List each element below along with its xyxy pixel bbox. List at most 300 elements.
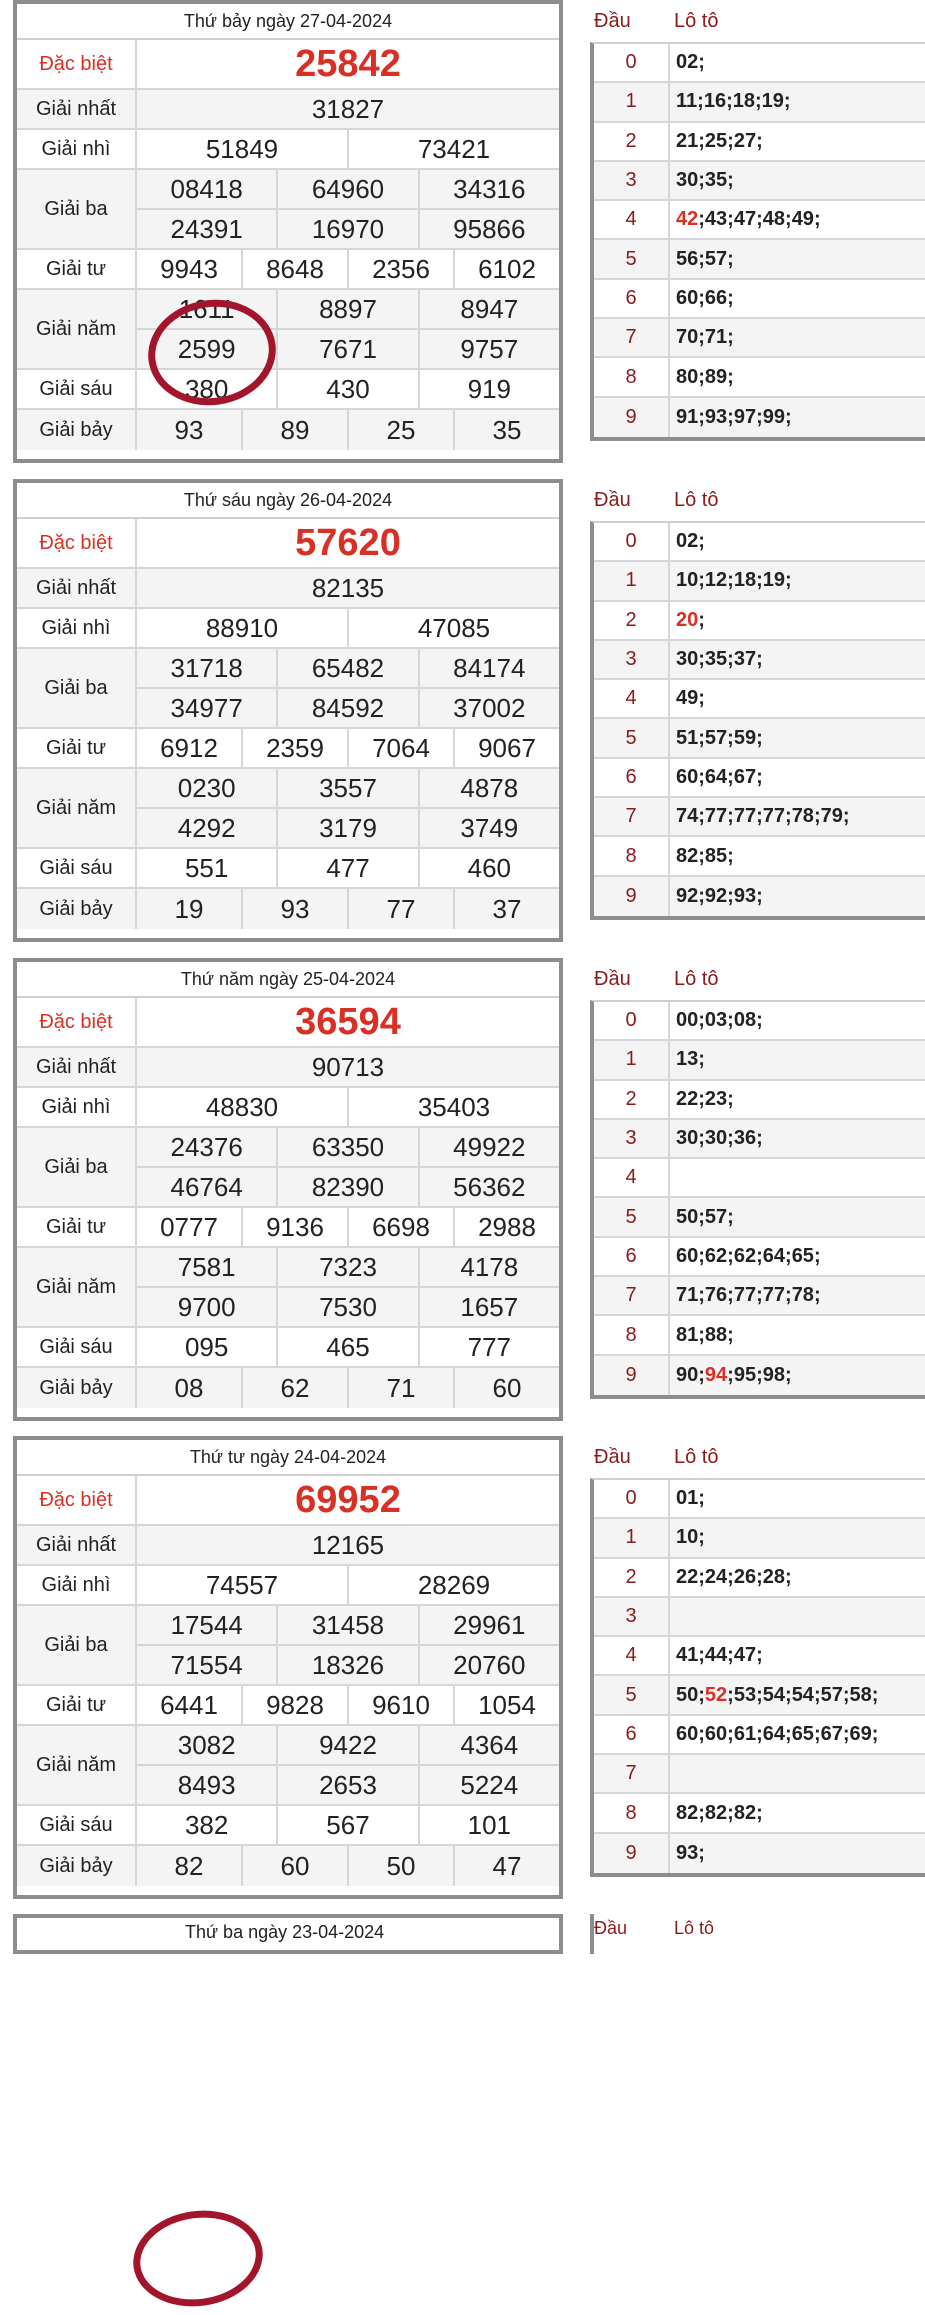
prize-values bbox=[137, 998, 559, 1046]
prize-label: Đặc biệt bbox=[17, 519, 137, 567]
loto-dau: 1 bbox=[594, 83, 670, 120]
loto-number: 88 bbox=[704, 1323, 728, 1346]
prize-number: 3749 bbox=[418, 809, 559, 847]
loto-number: 93 bbox=[704, 405, 728, 428]
loto-header bbox=[590, 479, 925, 521]
prize-number: 9067 bbox=[453, 729, 559, 767]
results-table bbox=[13, 958, 563, 1421]
loto-row bbox=[594, 1081, 925, 1120]
loto-numbers: 30 ; 35 ; 37 ; bbox=[676, 648, 763, 671]
loto-dau: 2 bbox=[594, 1081, 670, 1118]
loto-number: 71 bbox=[704, 326, 728, 349]
prize-number: 4292 bbox=[177, 812, 236, 843]
loto-numbers: 71 ; 76 ; 77 ; 77 ; 78 ; bbox=[676, 1284, 821, 1307]
prize-label: Giải sáu bbox=[17, 1328, 137, 1366]
loto-number: 60 bbox=[676, 286, 699, 309]
prize-values bbox=[137, 1368, 559, 1408]
prize-number: 2653 bbox=[276, 1766, 417, 1804]
prize-row bbox=[17, 1088, 559, 1128]
prize-number: 51849 bbox=[205, 133, 279, 164]
prize-number: 9610 bbox=[347, 1686, 453, 1724]
loto-number: 01 bbox=[676, 1487, 699, 1510]
prize-values-line bbox=[137, 1764, 559, 1804]
loto-dau: 5 bbox=[594, 1198, 670, 1235]
loto-number: 16 bbox=[703, 90, 727, 113]
prize-label: Giải năm bbox=[17, 1248, 137, 1326]
special-prize-number: 25842 bbox=[295, 42, 401, 85]
prize-row bbox=[17, 410, 559, 450]
prize-number: 60 bbox=[241, 1846, 347, 1886]
loto-row bbox=[594, 1316, 925, 1355]
loto-number: 23 bbox=[704, 1087, 728, 1110]
prize-number: 2359 bbox=[241, 729, 347, 767]
prize-label: Giải ba bbox=[17, 170, 137, 248]
loto-number: 35 bbox=[704, 648, 728, 671]
prize-values-line bbox=[137, 687, 559, 727]
prize-values-line bbox=[137, 1166, 559, 1206]
loto-number: 69 bbox=[849, 1722, 872, 1745]
prize-values-line bbox=[137, 569, 559, 607]
prize-values-line bbox=[137, 769, 559, 807]
prize-number: 17544 bbox=[170, 1609, 243, 1640]
loto-dau: 1 bbox=[594, 1519, 670, 1556]
prize-number: 93 bbox=[174, 414, 204, 445]
prize-values bbox=[137, 1128, 559, 1206]
prize-number: 567 bbox=[276, 1806, 417, 1844]
loto-row bbox=[594, 1159, 925, 1198]
loto-numbers: 81 ; 88 ; bbox=[676, 1323, 734, 1346]
prize-values-line bbox=[137, 1726, 559, 1764]
prize-number: 0777 bbox=[160, 1211, 218, 1242]
loto-number: 93 bbox=[733, 884, 757, 907]
loto-number: 95 bbox=[733, 1363, 757, 1386]
loto-dau: 5 bbox=[594, 719, 670, 756]
loto-numbers: 91 ; 93 ; 97 ; 99 ; bbox=[676, 405, 792, 428]
loto-number: 35 bbox=[704, 169, 728, 192]
prize-label: Giải tư bbox=[17, 250, 137, 288]
prize-values-line bbox=[137, 1846, 559, 1886]
loto-dau: 6 bbox=[594, 280, 670, 317]
loto-number: 89 bbox=[704, 365, 728, 388]
loto-numbers: 60 ; 62 ; 62 ; 64 ; 65 ; bbox=[676, 1244, 821, 1267]
prize-values-line bbox=[137, 1088, 559, 1126]
prize-row bbox=[17, 1526, 559, 1566]
next-loto-loto-header: Lô tô bbox=[674, 1918, 715, 1938]
loto-row bbox=[594, 837, 925, 876]
loto-dau: 8 bbox=[594, 1316, 670, 1353]
loto-number: 99 bbox=[762, 405, 786, 428]
loto-row bbox=[594, 641, 925, 680]
loto-row bbox=[594, 602, 925, 641]
prize-number: 60 bbox=[453, 1368, 559, 1408]
loto-dau: 0 bbox=[594, 1002, 670, 1039]
prize-number: 2356 bbox=[347, 250, 453, 288]
prize-values bbox=[137, 1686, 559, 1724]
loto-number: 64 bbox=[762, 1244, 786, 1267]
prize-label: Giải ba bbox=[17, 1128, 137, 1206]
loto-row bbox=[594, 1480, 925, 1519]
prize-number: 64960 bbox=[276, 170, 417, 208]
loto-dau: 4 bbox=[594, 680, 670, 717]
prize-number: 12165 bbox=[311, 1529, 385, 1560]
loto-number: 10 bbox=[676, 569, 699, 592]
loto-numbers: 02 ; bbox=[676, 530, 705, 553]
loto-number: 19 bbox=[762, 569, 786, 592]
prize-row bbox=[17, 90, 559, 130]
prize-number: 380 bbox=[184, 373, 229, 404]
loto-row bbox=[594, 523, 925, 562]
prize-number: 88910 bbox=[205, 612, 279, 643]
prize-number: 465 bbox=[276, 1328, 417, 1366]
prize-values bbox=[137, 769, 559, 847]
prize-values bbox=[137, 569, 559, 607]
prize-values bbox=[137, 1048, 559, 1086]
loto-row bbox=[594, 1519, 925, 1558]
prize-values-line bbox=[137, 130, 559, 168]
prize-number: 3557 bbox=[276, 769, 417, 807]
prize-number: 2988 bbox=[453, 1208, 559, 1246]
prize-number: 63350 bbox=[276, 1128, 417, 1166]
prize-number: 25 bbox=[347, 410, 453, 450]
loto-number: 92 bbox=[676, 884, 699, 907]
loto-numbers: 42 ; 43 ; 47 ; 48 ; 49 ; bbox=[676, 208, 821, 231]
prize-row bbox=[17, 769, 559, 849]
loto-loto-header: Lô tô bbox=[674, 1445, 719, 1468]
prize-number: 6698 bbox=[347, 1208, 453, 1246]
prize-label: Giải ba bbox=[17, 649, 137, 727]
prize-number: 382 bbox=[184, 1809, 229, 1840]
prize-label: Đặc biệt bbox=[17, 998, 137, 1046]
prize-values-line bbox=[137, 1286, 559, 1326]
loto-row bbox=[594, 1637, 925, 1676]
loto-number: 85 bbox=[704, 844, 728, 867]
loto-row bbox=[594, 162, 925, 201]
prize-number: 34316 bbox=[418, 170, 559, 208]
prize-number: 48830 bbox=[205, 1091, 279, 1122]
loto-number: 49 bbox=[676, 687, 699, 710]
loto-row bbox=[594, 562, 925, 601]
prize-number: 4364 bbox=[418, 1726, 559, 1764]
loto-number: 62 bbox=[733, 1244, 757, 1267]
prize-label: Giải năm bbox=[17, 1726, 137, 1804]
loto-number: 57 bbox=[704, 1205, 728, 1228]
prize-number: 7323 bbox=[276, 1248, 417, 1286]
prize-row bbox=[17, 1606, 559, 1686]
prize-number: 31827 bbox=[311, 93, 385, 124]
loto-number: 30 bbox=[704, 1127, 728, 1150]
day-block bbox=[0, 479, 925, 957]
loto-body bbox=[590, 1478, 925, 1877]
circled-number-marker bbox=[127, 2202, 269, 2314]
loto-table bbox=[590, 479, 925, 920]
prize-row bbox=[17, 1048, 559, 1088]
loto-dau-header: Đầu bbox=[594, 967, 631, 990]
prize-label: Giải nhì bbox=[17, 609, 137, 647]
loto-number: 56 bbox=[676, 247, 699, 270]
prize-values-line bbox=[137, 1686, 559, 1724]
loto-number: 77 bbox=[733, 805, 757, 828]
prize-row bbox=[17, 569, 559, 609]
day-block bbox=[0, 958, 925, 1436]
loto-number: 78 bbox=[791, 1284, 814, 1307]
loto-row bbox=[594, 1559, 925, 1598]
loto-dau-header: Đầu bbox=[594, 488, 631, 511]
loto-number: 65 bbox=[791, 1244, 814, 1267]
loto-numbers: 60 ; 64 ; 67 ; bbox=[676, 765, 763, 788]
loto-loto-header: Lô tô bbox=[674, 967, 719, 990]
loto-dau: 6 bbox=[594, 1716, 670, 1753]
loto-number: 36 bbox=[733, 1127, 757, 1150]
loto-number: 18 bbox=[733, 569, 757, 592]
loto-numbers: 41 ; 44 ; 47 ; bbox=[676, 1644, 763, 1667]
loto-row bbox=[594, 1598, 925, 1637]
loto-table bbox=[590, 958, 925, 1399]
prize-number: 24376 bbox=[170, 1131, 243, 1162]
loto-number: 53 bbox=[733, 1683, 757, 1706]
loto-dau: 4 bbox=[594, 1637, 670, 1674]
prize-number: 08 bbox=[174, 1372, 204, 1403]
loto-number: 80 bbox=[676, 365, 699, 388]
loto-numbers: 00 ; 03 ; 08 ; bbox=[676, 1009, 763, 1032]
loto-number: 78 bbox=[791, 805, 814, 828]
prize-values-line bbox=[137, 889, 559, 929]
prize-row bbox=[17, 40, 559, 90]
loto-number: 71 bbox=[676, 1284, 699, 1307]
loto-number: 58 bbox=[849, 1683, 872, 1706]
loto-number: 91 bbox=[676, 405, 699, 428]
loto-dau: 8 bbox=[594, 358, 670, 395]
loto-numbers bbox=[670, 1159, 925, 1196]
prize-row bbox=[17, 609, 559, 649]
prize-number: 19 bbox=[174, 893, 204, 924]
prize-number: 2599 bbox=[177, 333, 236, 364]
prize-values-line bbox=[137, 1368, 559, 1408]
loto-number: 54 bbox=[762, 1683, 786, 1706]
loto-number: 49 bbox=[791, 208, 814, 231]
loto-number: 76 bbox=[704, 1284, 728, 1307]
results-date-title: Thứ năm ngày 25-04-2024 bbox=[17, 962, 559, 998]
prize-label: Giải nhất bbox=[17, 90, 137, 128]
prize-label: Giải năm bbox=[17, 769, 137, 847]
prize-number: 62 bbox=[241, 1368, 347, 1408]
loto-number: 90 bbox=[676, 1363, 699, 1386]
prize-row bbox=[17, 849, 559, 889]
loto-number: 44 bbox=[704, 1644, 728, 1667]
loto-number: 30 bbox=[676, 648, 699, 671]
day-block bbox=[0, 0, 925, 478]
prize-values-line bbox=[137, 1526, 559, 1564]
loto-dau: 4 bbox=[594, 201, 670, 238]
prize-number: 4878 bbox=[418, 769, 559, 807]
loto-row bbox=[594, 123, 925, 162]
prize-number: 1657 bbox=[418, 1288, 559, 1326]
prize-row bbox=[17, 1806, 559, 1846]
loto-number: 50 bbox=[676, 1205, 699, 1228]
loto-body bbox=[590, 42, 925, 441]
prize-number: 82135 bbox=[311, 572, 385, 603]
loto-number: 02 bbox=[676, 530, 699, 553]
prize-number: 65482 bbox=[276, 649, 417, 687]
loto-row bbox=[594, 798, 925, 837]
loto-numbers: 11 ; 16 ; 18 ; 19 ; bbox=[676, 90, 791, 113]
prize-label: Giải nhì bbox=[17, 1088, 137, 1126]
loto-number: 57 bbox=[820, 1683, 843, 1706]
prize-number: 4178 bbox=[418, 1248, 559, 1286]
prize-values-line bbox=[137, 998, 559, 1046]
prize-values bbox=[137, 40, 559, 88]
prize-number: 89 bbox=[241, 410, 347, 450]
loto-body bbox=[590, 521, 925, 920]
loto-number: 82 bbox=[676, 844, 699, 867]
prize-values-line bbox=[137, 1128, 559, 1166]
loto-dau: 3 bbox=[594, 1120, 670, 1157]
loto-row bbox=[594, 1041, 925, 1080]
loto-number: 20 bbox=[676, 608, 699, 631]
loto-number: 79 bbox=[820, 805, 843, 828]
prize-row bbox=[17, 1128, 559, 1208]
prize-number: 0230 bbox=[177, 772, 236, 803]
prize-number: 35403 bbox=[347, 1088, 559, 1126]
prize-number: 101 bbox=[418, 1806, 559, 1844]
loto-numbers: 74 ; 77 ; 77 ; 77 ; 78 ; 79 ; bbox=[676, 805, 850, 828]
loto-dau: 2 bbox=[594, 123, 670, 160]
prize-number: 50 bbox=[347, 1846, 453, 1886]
loto-number: 28 bbox=[762, 1565, 786, 1588]
loto-dau: 0 bbox=[594, 44, 670, 81]
loto-number: 26 bbox=[733, 1565, 757, 1588]
loto-row bbox=[594, 1002, 925, 1041]
day-block bbox=[0, 1436, 925, 1914]
prize-number: 34977 bbox=[170, 692, 243, 723]
prize-values bbox=[137, 90, 559, 128]
results-table bbox=[13, 1436, 563, 1899]
prize-number: 919 bbox=[418, 370, 559, 408]
loto-row bbox=[594, 240, 925, 279]
results-date-title: Thứ sáu ngày 26-04-2024 bbox=[17, 483, 559, 519]
loto-dau: 1 bbox=[594, 1041, 670, 1078]
prize-number: 47085 bbox=[347, 609, 559, 647]
loto-dau: 2 bbox=[594, 602, 670, 639]
prize-values-line bbox=[137, 1248, 559, 1286]
prize-label: Giải bảy bbox=[17, 1846, 137, 1886]
prize-values bbox=[137, 1846, 559, 1886]
prize-values-line bbox=[137, 170, 559, 208]
prize-number: 82 bbox=[174, 1850, 204, 1881]
loto-numbers bbox=[670, 1755, 925, 1792]
prize-number: 24391 bbox=[170, 213, 243, 244]
loto-number: 82 bbox=[733, 1801, 757, 1824]
prize-number: 6441 bbox=[160, 1689, 218, 1720]
loto-dau-header: Đầu bbox=[594, 9, 631, 32]
loto-number: 42 bbox=[676, 208, 699, 231]
prize-number: 49922 bbox=[418, 1128, 559, 1166]
loto-number: 30 bbox=[676, 1127, 699, 1150]
prize-number: 77 bbox=[347, 889, 453, 929]
prize-row bbox=[17, 729, 559, 769]
loto-dau: 7 bbox=[594, 319, 670, 356]
prize-values-line bbox=[137, 1328, 559, 1366]
loto-loto-header: Lô tô bbox=[674, 9, 719, 32]
prize-number: 7530 bbox=[276, 1288, 417, 1326]
prize-values-line bbox=[137, 729, 559, 767]
next-results-table-partial bbox=[13, 1914, 563, 1954]
loto-row bbox=[594, 1834, 925, 1873]
prize-number: 6912 bbox=[160, 732, 218, 763]
next-loto-table-partial bbox=[590, 1914, 925, 1954]
prize-number: 73421 bbox=[347, 130, 559, 168]
prize-values bbox=[137, 1566, 559, 1604]
special-prize-number: 69952 bbox=[295, 1478, 401, 1521]
prize-number: 16970 bbox=[276, 210, 417, 248]
special-prize-number: 57620 bbox=[295, 521, 401, 564]
loto-number: 70 bbox=[676, 326, 699, 349]
loto-number: 00 bbox=[676, 1009, 699, 1032]
loto-row bbox=[594, 1238, 925, 1277]
loto-number: 18 bbox=[732, 90, 755, 113]
prize-number: 71554 bbox=[170, 1649, 243, 1680]
loto-numbers: 10 ; 12 ; 18 ; 19 ; bbox=[676, 569, 792, 592]
prize-number: 7064 bbox=[347, 729, 453, 767]
loto-row bbox=[594, 398, 925, 437]
prize-values bbox=[137, 849, 559, 887]
loto-row bbox=[594, 759, 925, 798]
loto-loto-header: Lô tô bbox=[674, 488, 719, 511]
prize-row bbox=[17, 1248, 559, 1328]
prize-values bbox=[137, 1248, 559, 1326]
prize-values-line bbox=[137, 1566, 559, 1604]
prize-number: 56362 bbox=[418, 1168, 559, 1206]
loto-row bbox=[594, 358, 925, 397]
loto-number: 43 bbox=[704, 208, 728, 231]
loto-numbers: 82 ; 82 ; 82 ; bbox=[676, 1801, 763, 1824]
loto-dau: 4 bbox=[594, 1159, 670, 1196]
prize-number: 71 bbox=[347, 1368, 453, 1408]
prize-number: 9136 bbox=[241, 1208, 347, 1246]
loto-number: 57 bbox=[704, 247, 728, 270]
loto-numbers: 51 ; 57 ; 59 ; bbox=[676, 726, 763, 749]
prize-number: 460 bbox=[418, 849, 559, 887]
prize-label: Giải tư bbox=[17, 1686, 137, 1724]
loto-numbers: 60 ; 66 ; bbox=[676, 286, 734, 309]
loto-dau: 7 bbox=[594, 798, 670, 835]
prize-values bbox=[137, 729, 559, 767]
prize-number: 82390 bbox=[276, 1168, 417, 1206]
loto-number: 77 bbox=[762, 805, 786, 828]
prize-number: 095 bbox=[184, 1331, 229, 1362]
prize-values-line bbox=[137, 1048, 559, 1086]
loto-numbers: 60 ; 60 ; 61 ; 64 ; 65 ; 67 ; 69 ; bbox=[676, 1722, 879, 1745]
prize-row bbox=[17, 1328, 559, 1368]
results-table bbox=[13, 479, 563, 942]
prize-number: 29961 bbox=[418, 1606, 559, 1644]
prize-values bbox=[137, 889, 559, 929]
prize-row bbox=[17, 998, 559, 1048]
prize-row bbox=[17, 519, 559, 569]
loto-number: 74 bbox=[676, 805, 699, 828]
prize-label: Giải sáu bbox=[17, 370, 137, 408]
loto-number: 54 bbox=[791, 1683, 814, 1706]
loto-number: 22 bbox=[676, 1087, 699, 1110]
prize-row bbox=[17, 889, 559, 929]
special-prize-number: 36594 bbox=[295, 1000, 401, 1043]
prize-number: 1611 bbox=[178, 293, 235, 324]
loto-numbers: 49 ; bbox=[676, 687, 705, 710]
loto-row bbox=[594, 1356, 925, 1395]
prize-values bbox=[137, 130, 559, 168]
results-table bbox=[13, 0, 563, 463]
loto-number: 30 bbox=[676, 169, 699, 192]
loto-number: 22 bbox=[676, 1565, 699, 1588]
